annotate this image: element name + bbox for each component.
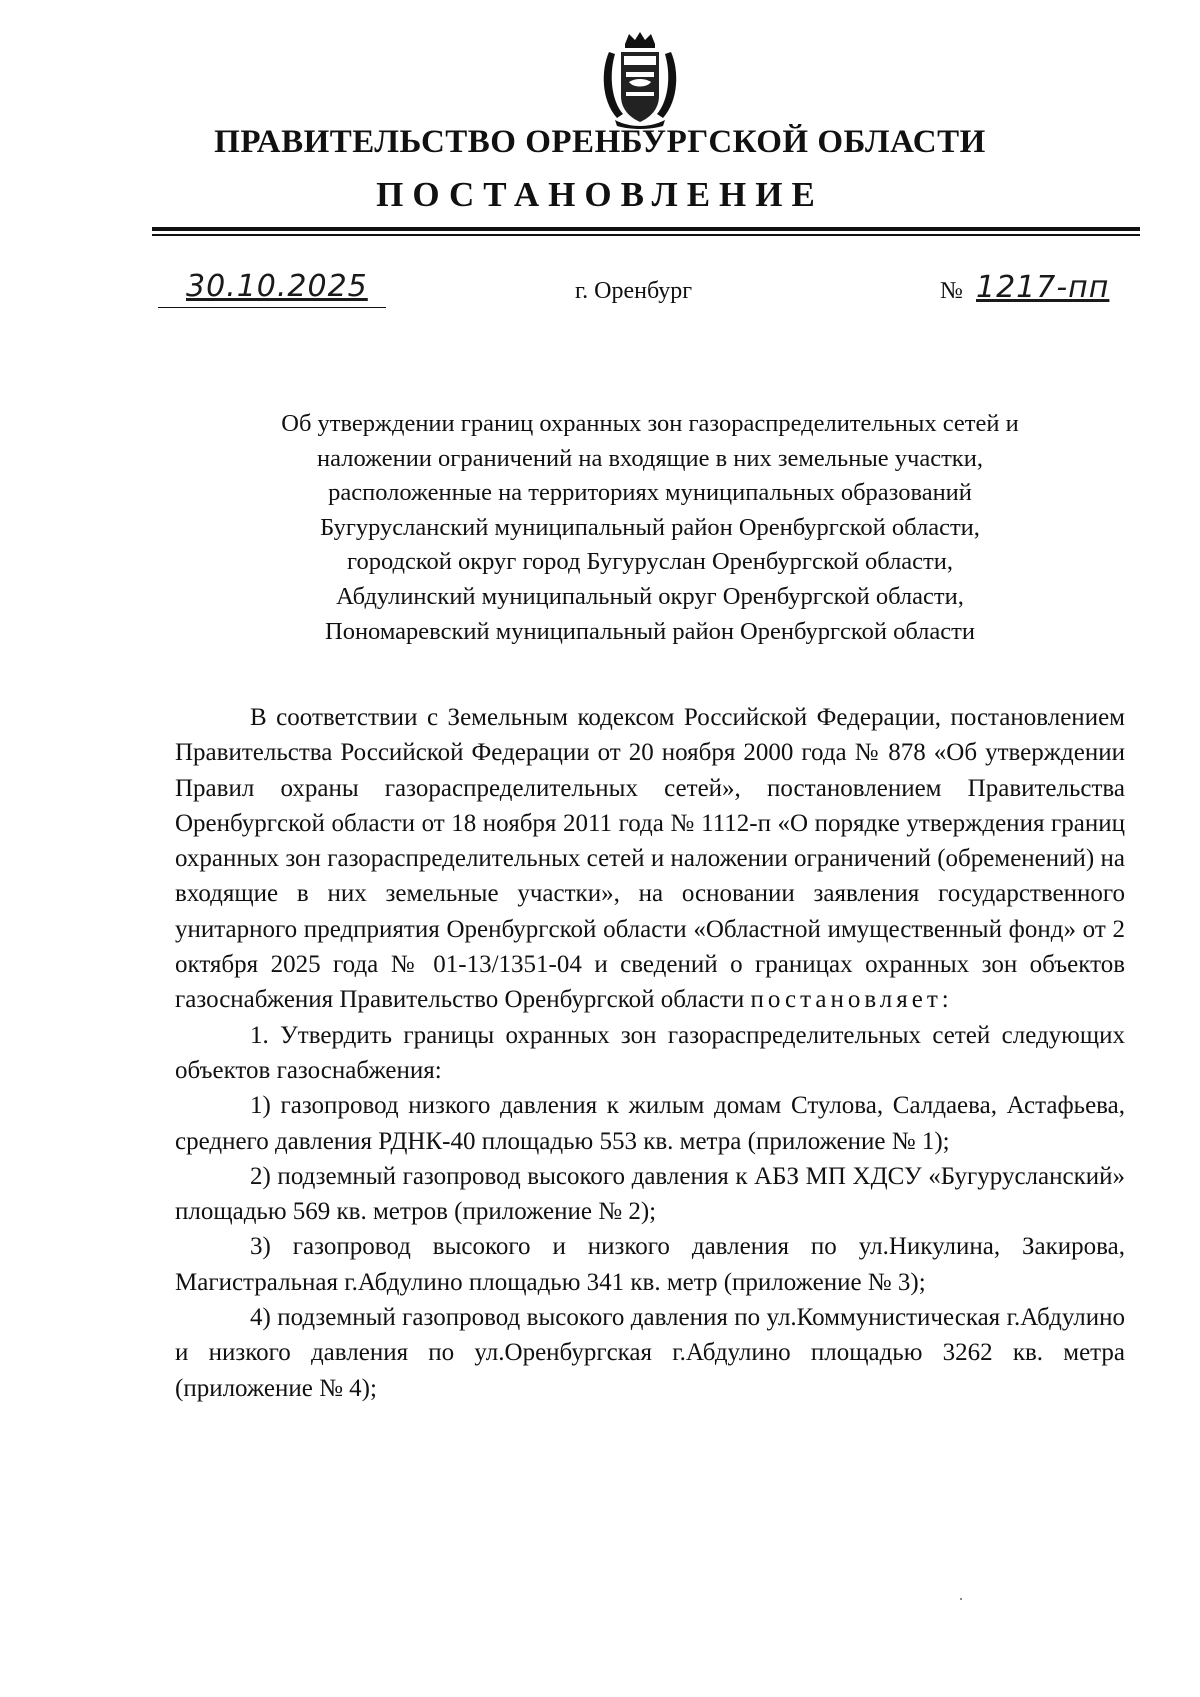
subject-line: Пономаревский муниципальный район Оренбургской области (325, 617, 975, 645)
subject-line: наложении ограничений на входящие в них земельные участки, (317, 444, 983, 472)
number-label: № (940, 278, 963, 304)
subject-line: городской округ город Бугуруслан Оренбургской области, (347, 548, 953, 576)
item-1-paragraph: 1. Утвердить границы охранных зон газораспределительных сетей следующих объектов газоснабжения: (175, 1021, 1125, 1084)
subject-line: Бугурусланский муниципальный район Оренбургской области, (320, 513, 980, 541)
document-subject (160, 407, 1140, 649)
document-number-field (940, 270, 1140, 308)
subitem-3: 3) газопровод высокого и низкого давления по ул.Никулина, Закирова, Магистральная г.Абдулино площадью 341 кв. метр (приложение № 3); (175, 1233, 1125, 1296)
preamble-text: В соответствии с Земельным кодексом Российской Федерации, постановлением Правительства Российской Федерации от 20 ноября 2000 года № 878 «Об утверждении Правил охраны газораспределительных сетей», постановлением Правительства Оренбургской области от 18 ноября 2011 года № 1112-п «О порядке утверждения границ охранных зон газораспределительных сетей и наложении ограничений (обременений) на входящие в них земельные участки», на основании заявления государственного унитарного предприятия Оренбургской области «Областной имущественный фонд» от 2 октября 2025 года № 01-13/1351-04 и сведений о границах охранных зон объектов газоснабжения Правительство Оренбургской области (175, 704, 1125, 1014)
document-number: 1217-пп (976, 270, 1110, 305)
subject-line: Об утверждении границ охранных зон газораспределительных сетей и (281, 410, 1019, 437)
document-body (175, 700, 1125, 1406)
preamble-paragraph (175, 700, 1125, 1018)
document-city: г. Оренбург (575, 278, 693, 304)
subitem-4: 4) подземный газопровод высокого давления по ул.Коммунистическая г.Абдулино и низкого давления по ул.Оренбургская г.Абдулино площадью 3262 кв. метра (приложение № 4); (175, 1304, 1125, 1402)
header-divider-thin (152, 234, 1140, 236)
coat-of-arms-emblem (595, 30, 685, 130)
subject-line: расположенные на территориях муниципальных образований (328, 479, 972, 507)
organization-title: ПРАВИТЕЛЬСТВО ОРЕНБУРГСКОЙ ОБЛАСТИ (214, 124, 986, 160)
subitem-1: 1) газопровод низкого давления к жилым домам Стулова, Салдаева, Астафьева, среднего давления РДНК-40 площадью 553 кв. метра (приложение № 1); (175, 1092, 1125, 1155)
header-divider-thick (152, 227, 1140, 231)
document-date: 30.10.2025 (186, 269, 368, 304)
decrees-word: постановляет: (750, 986, 953, 1014)
subject-line: Абдулинский муниципальный округ Оренбургской области, (336, 582, 964, 610)
document-type-heading: ПОСТАНОВЛЕНИЕ (376, 175, 824, 214)
subitem-2: 2) подземный газопровод высокого давления к АБЗ МП ХДСУ «Бугурусланский» площадью 569 кв. метров (приложение № 2); (175, 1162, 1125, 1226)
document-date-field (158, 269, 386, 308)
scan-speck (960, 1598, 962, 1600)
